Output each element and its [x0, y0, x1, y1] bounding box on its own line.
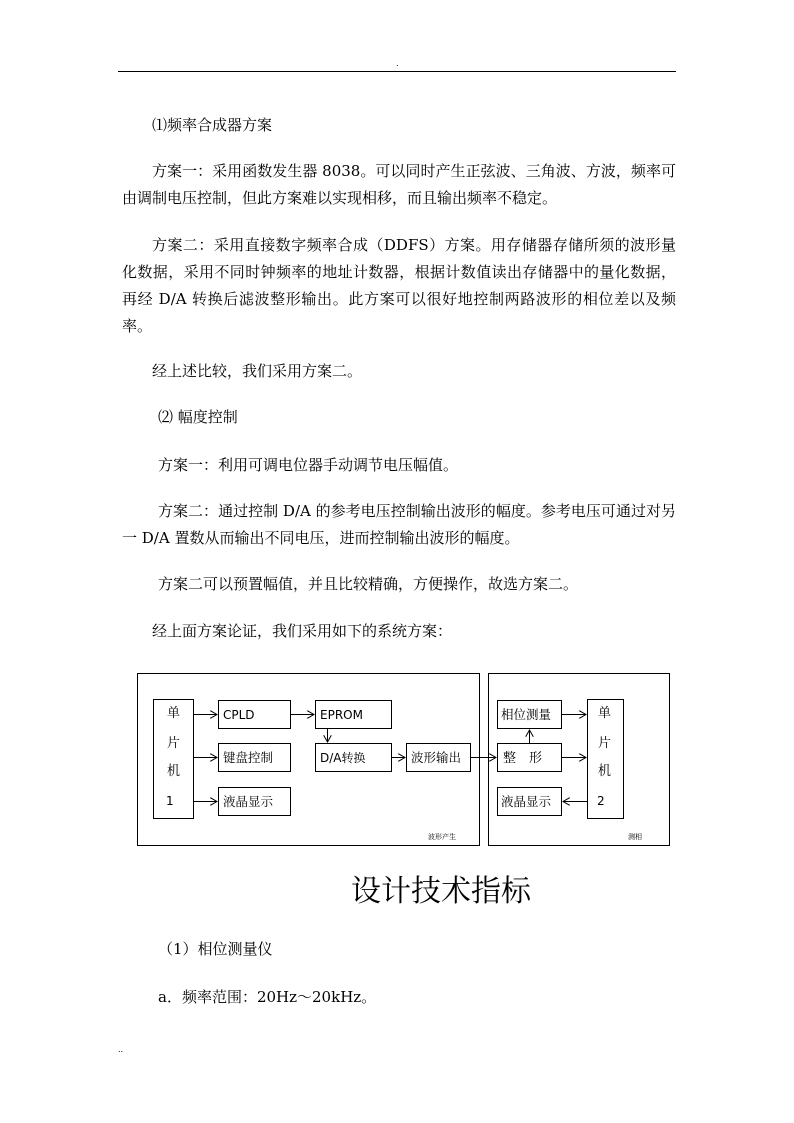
freq-option-one: 方案一：采用函数发生器 8038。可以同时产生正弦波、三角波、方波，频率可由调制电压控制，但此方案难以实现相移，而且输出频率不稳定。: [122, 162, 676, 207]
mcu1-char-2: 片: [167, 736, 181, 751]
freq-synth-heading: ⑴频率合成器方案: [152, 116, 273, 134]
footer-mark: ..: [118, 1045, 124, 1054]
amp-control-heading: ⑵ 幅度控制: [158, 408, 238, 426]
phase-group-label: 测相: [628, 833, 642, 841]
keyboard-label: 键盘控制: [223, 750, 274, 765]
eprom-label: EPROM: [320, 708, 363, 722]
wave-output-label: 波形输出: [411, 750, 462, 765]
mcu1-char-1: 单: [167, 706, 181, 721]
mcu2-char-4: 2: [597, 794, 605, 808]
phase-measure-label: 相位测量: [501, 707, 552, 722]
mcu1-char-4: 1: [166, 794, 174, 808]
mcu2-char-1: 单: [598, 706, 612, 721]
freq-option-two: 方案二：采用直接数字频率合成（DDFS）方案。用存储器存储所须的波形量化数据，采用不同时钟频率的地址计数器，根据计数值读出存储器中的量化数据，再经 D/A 转换后滤波整形输出。此方案可以很好地控制两路波形的相位差以及频率。: [122, 236, 676, 335]
specs-item-1: （1）相位测量仪: [158, 940, 273, 958]
specs-title: 设计技术指标: [351, 874, 531, 909]
mcu2-char-2: 片: [598, 736, 612, 751]
specs-item-1a: a．频率范围：20Hz～20kHz。: [158, 988, 377, 1006]
header-mark: .: [396, 59, 399, 68]
lcd2-label: 液晶显示: [501, 794, 552, 809]
cpld-label: CPLD: [223, 708, 255, 722]
waveform-group-label: 波形产生: [428, 833, 456, 841]
freq-conclusion: 经上述比较，我们采用方案二。: [152, 362, 363, 380]
system-intro: 经上面方案论证，我们采用如下的系统方案：: [152, 622, 453, 640]
amp-option-one: 方案一：利用可调电位器手动调节电压幅值。: [158, 456, 459, 474]
dac-label: D/A转换: [320, 751, 366, 765]
mcu1-char-3: 机: [167, 764, 181, 779]
shaping-label: 整 形: [503, 751, 543, 766]
mcu2-char-3: 机: [598, 764, 612, 779]
amp-option-two: 方案二：通过控制 D/A 的参考电压控制输出波形的幅度。参考电压可通过对另一 D/A 置数从而输出不同电压，进而控制输出波形的幅度。: [122, 502, 676, 547]
amp-conclusion: 方案二可以预置幅值，并且比较精确，方便操作，故选方案二。: [158, 575, 579, 593]
lcd1-label: 液晶显示: [223, 794, 274, 809]
